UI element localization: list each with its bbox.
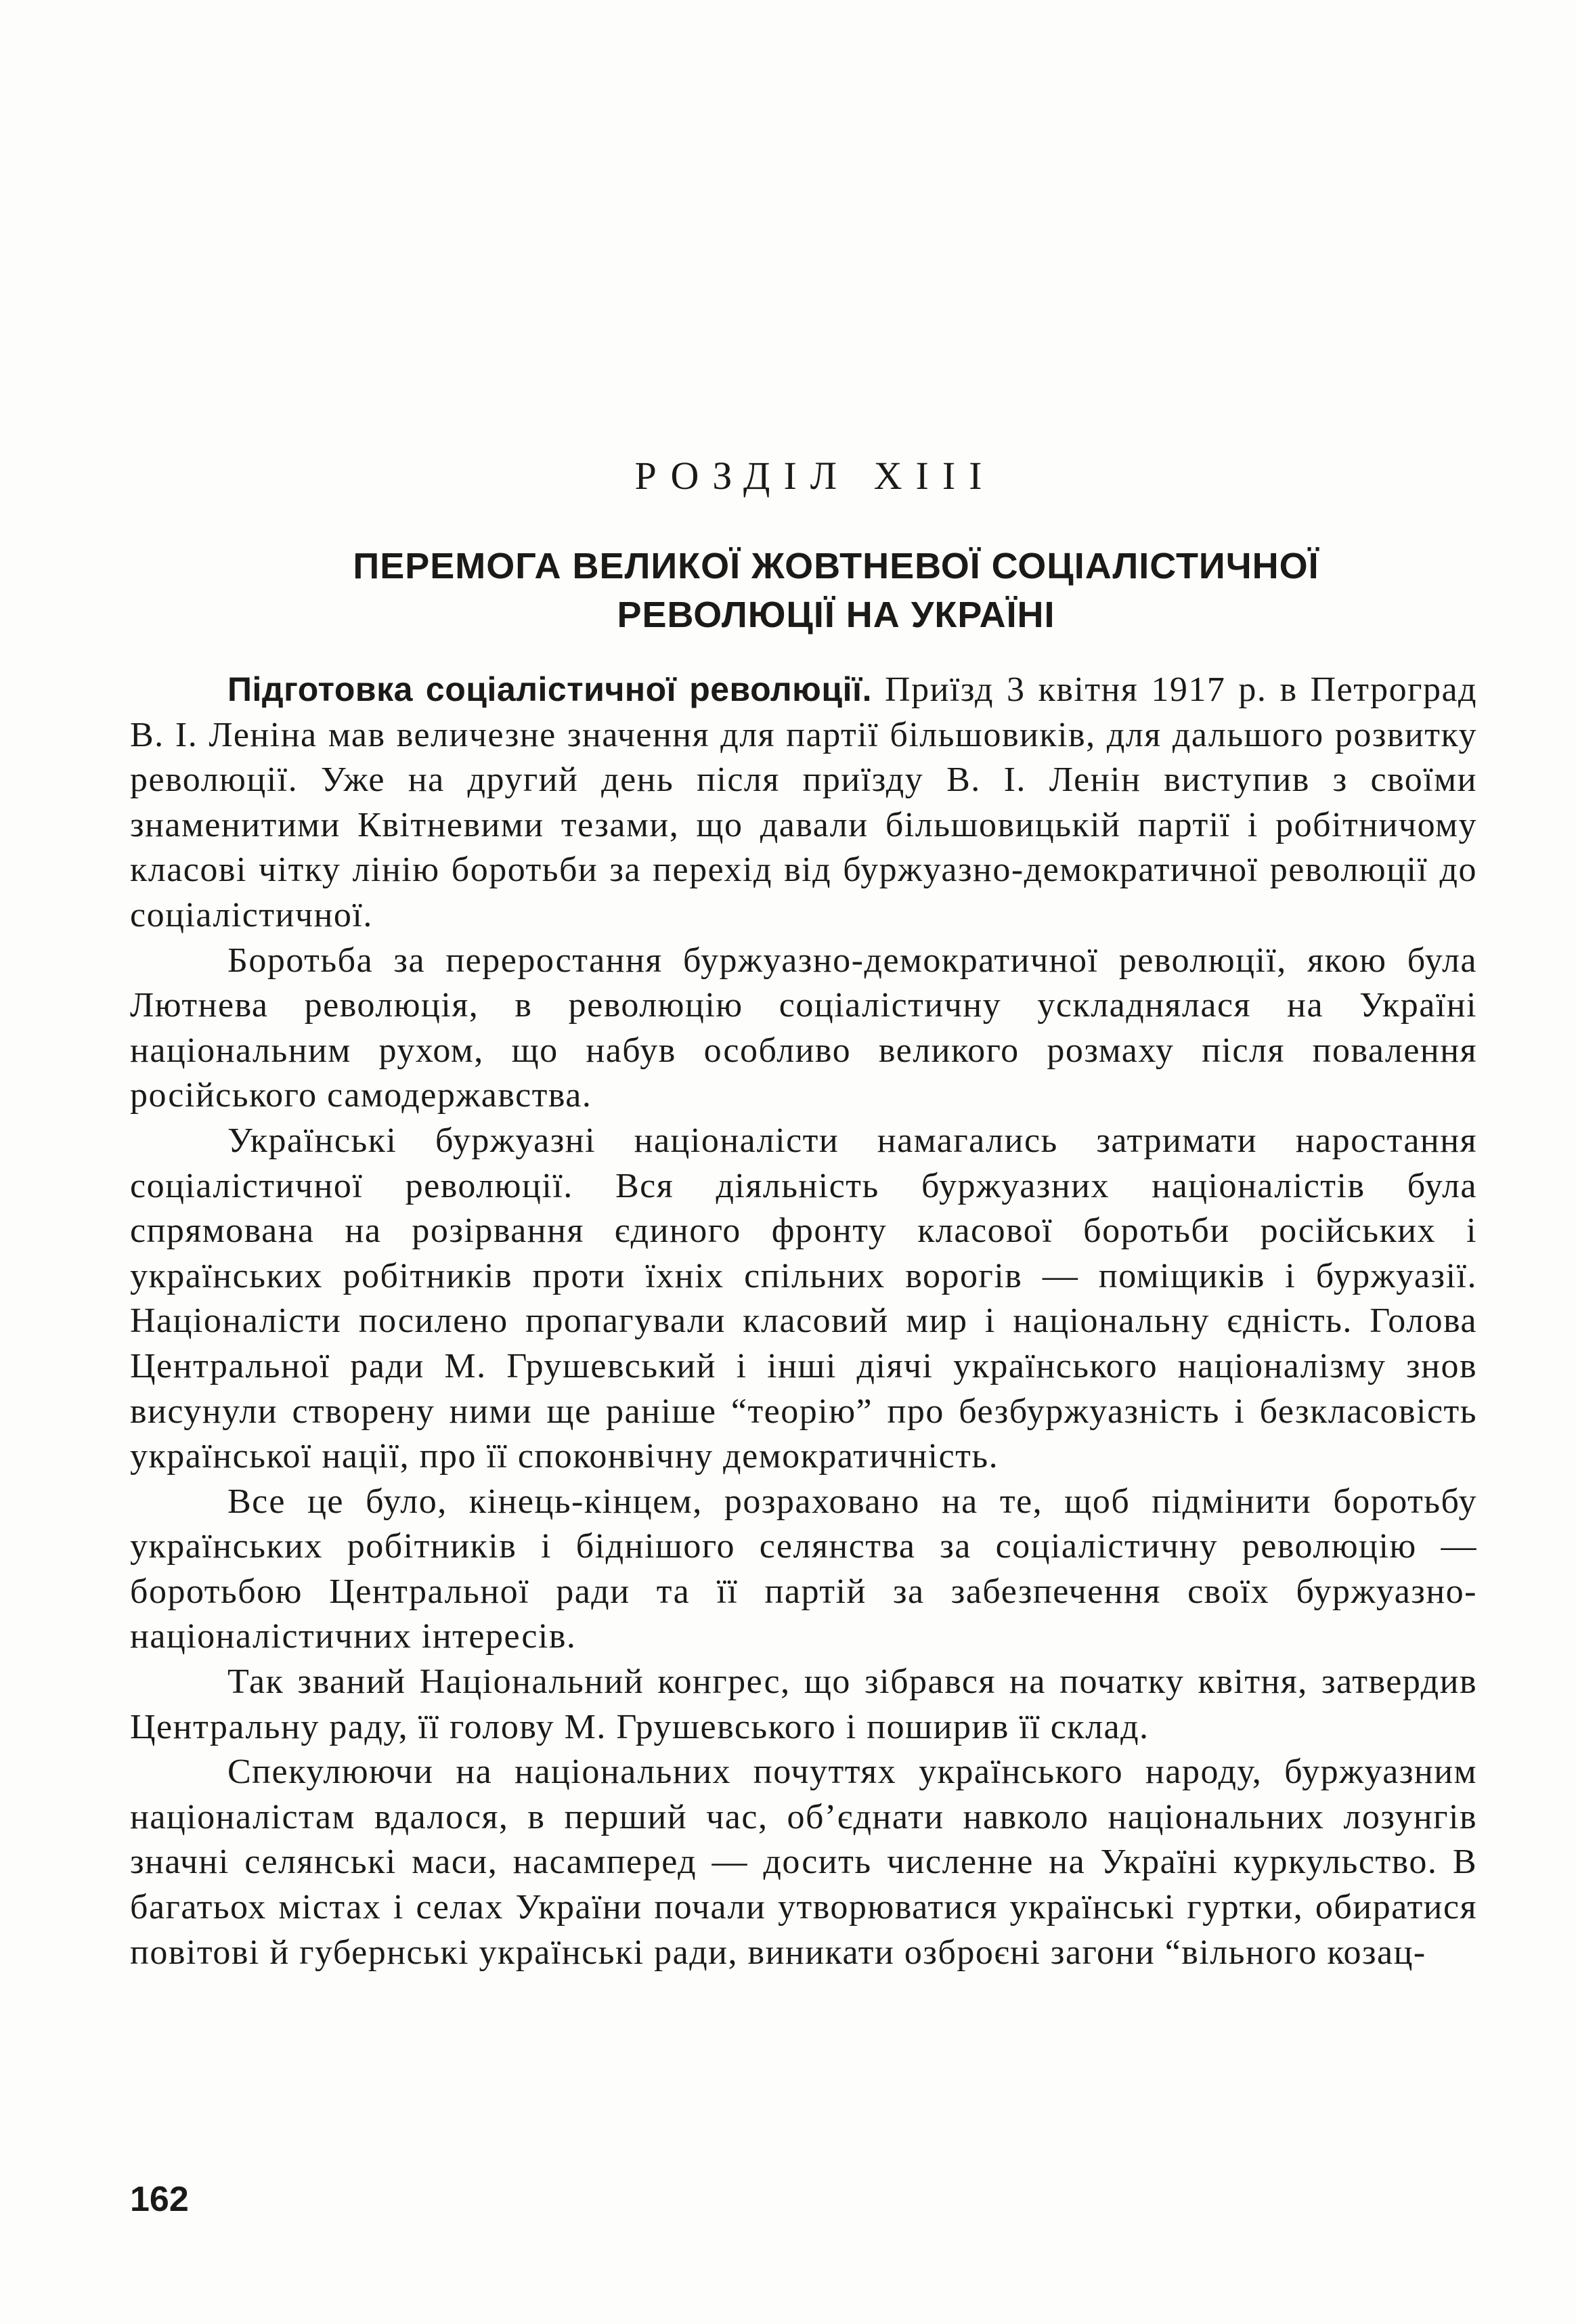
chapter-title-line-2: РЕВОЛЮЦІЇ НА УКРАЇНІ — [617, 595, 1055, 635]
paragraph-text: Приїзд 3 квітня 1917 р. в Петроград В. І. Леніна мав величезне значення для партії більшовиків, для дальшого розвитку революції. Уже на другий день після приїзду В. І. Ленін виступив з своїми знаменитими Квітневими тезами, що давали більшовицькій партії і робітничому класові чітку лінію боротьби за перехід від буржуазно-демократичної революції до соціалістичної. — [130, 670, 1477, 934]
chapter-number: РОЗДІЛ XIII — [634, 454, 996, 498]
paragraph-text: Спекулюючи на національних почуттях українського народу, буржуазним націоналістам вдалося, в перший час, об’єднати навколо національних лозунгів значні селянські маси, насамперед — досить численне на Україні куркульство. В багатьох містах і селах України почали утворюватися українські гуртки, обиратися повітові й губернські українські ради, виникати озброєні загони “вільного козац- — [130, 1752, 1477, 1972]
paragraph-text: Українські буржуазні націоналісти намагались затримати наростання соціалістичної революції. Вся діяльність буржуазних націоналістів була спрямована на розірвання єдиного фронту класової боротьби російських і українських робітників проти їхніх спільних ворогів — поміщиків і буржуазії. Націоналісти посилено пропагували класовий мир і національну єдність. Голова Центральної ради М. Грушевський і інші діячі українського націоналізму знов висунули створену ними ще раніше “теорію” про безбуржуазність і безкласовість української нації, про її споконвічну демократичність. — [130, 1121, 1477, 1476]
body-text — [130, 667, 1477, 1975]
chapter-title — [257, 542, 1415, 639]
paragraph — [130, 1480, 1477, 1660]
chapter-title-line-1: ПЕРЕМОГА ВЕЛИКОЇ ЖОВТНЕВОЇ СОЦІАЛІСТИЧНОЇ — [353, 546, 1319, 586]
paragraph-text: Все це було, кінець-кінцем, розраховано на те, щоб підмінити боротьбу українських робітників і біднішого селянства за соціалістичну революцію — боротьбою Центральної ради та її партій за забезпечення своїх буржуазно-націоналістичних інтересів. — [130, 1482, 1477, 1656]
section-heading: Підготовка соціалістичної революції. — [227, 670, 872, 708]
paragraph — [130, 1119, 1477, 1480]
page-number: 162 — [130, 2180, 189, 2219]
paragraph — [130, 667, 1477, 939]
paragraph — [130, 1750, 1477, 1975]
paragraph-text: Так званий Національний конгрес, що зібрався на початку квітня, затвердив Центральну раду, її голову М. Грушевського і поширив її склад. — [130, 1662, 1477, 1746]
paragraph — [130, 939, 1477, 1119]
paragraph-text: Боротьба за переростання буржуазно-демократичної революції, якою була Лютнева революція, в революцію соціалістичну ускладнялася на Україні національним рухом, що набув особливо великого розмаху після повалення російського самодержавства. — [130, 941, 1477, 1115]
paragraph — [130, 1660, 1477, 1750]
